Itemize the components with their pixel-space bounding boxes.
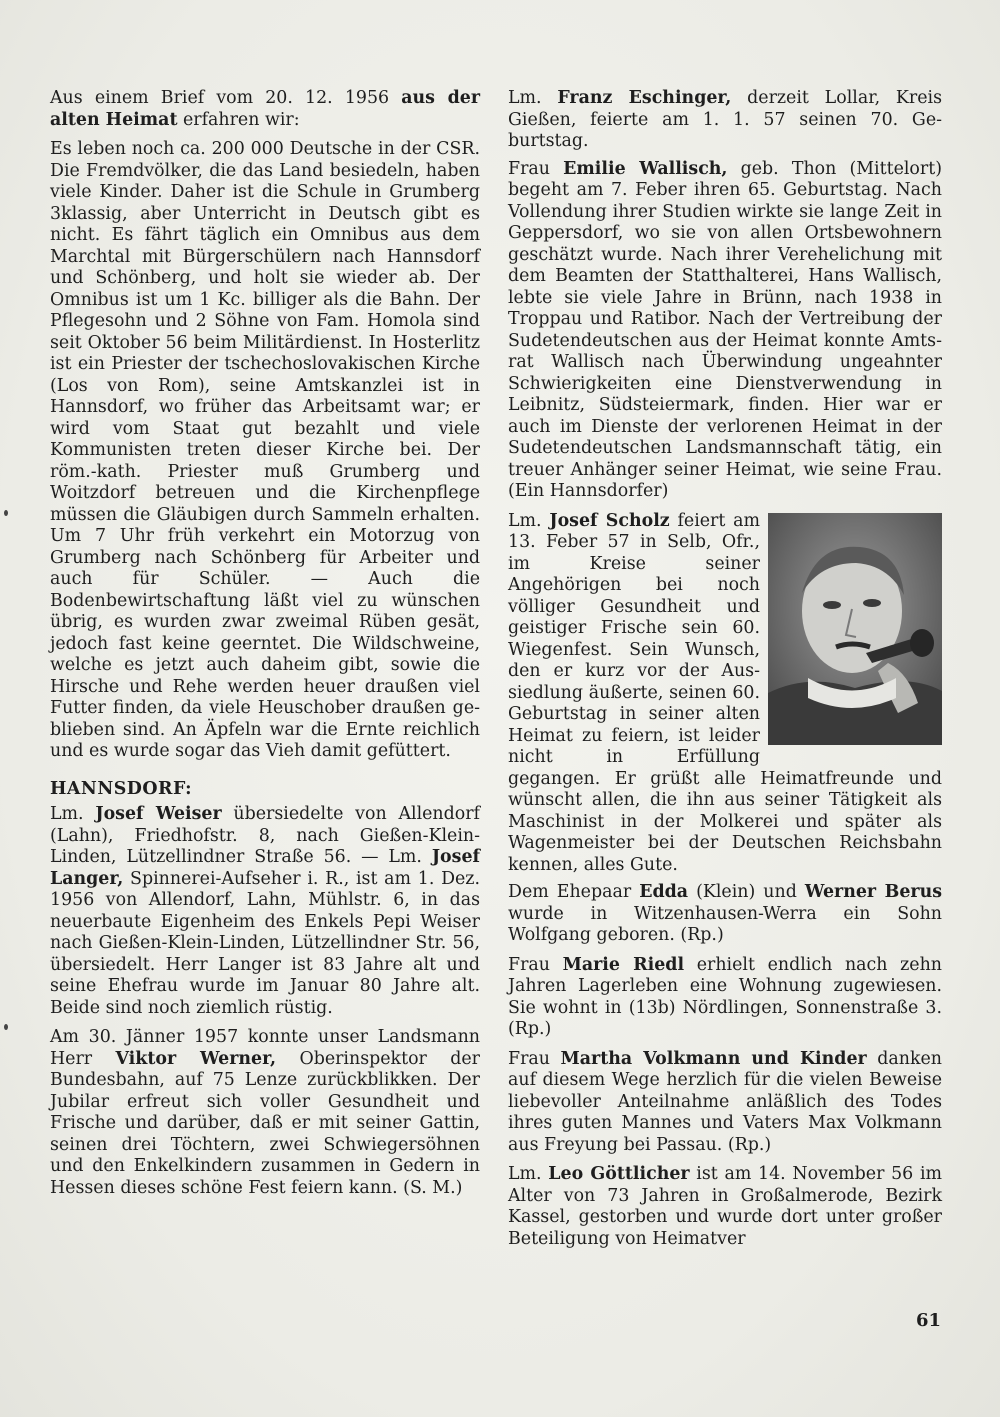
scholz-notice (508, 511, 942, 877)
letter-intro-tail: erfahren wir: (177, 109, 300, 130)
notice-text: feiert am 13. Feber 57 in Selb, Ofr., im Kreise seiner Angehörigen bei noch völliger Gesundheit und geistiger Frische sein 60. Wiegenfest. Sein Wunsch, den er kurz vor der Aussiedlung äußerte, seinen 60. Geburtstag in seiner alten Heimat zu feiern, ist leider nicht in Erfüllung gegangen. Er grüßt alle Heimatfreunde und wünscht allen, die ihn aus seiner Tätigkeit als Maschinist in der Molkerei und später als Wagenmeister bei der Deutschen Reichsbahn kennen, alles Gute. (508, 510, 942, 875)
notice-text: Dem Ehepaar (508, 882, 640, 902)
volkmann-notice (508, 1049, 942, 1157)
notice-text: geb. Thon (Mittelort) begeht am 7. Feber ihren 65. Geburtstag. Nach Vollendung ihrer Studien wirkte sie lange Zeit in Geppersdorf, wo sie von allen Ortsbewohnern geschätzt wurde. Nach ihrer Verehelichung mit dem Beamten der Statthalterei, Hans Wallisch, lebte sie viele Jahre in Brünn, nach 1938 in Troppau und Ratibor. Nach der Vertreibung der Sudetendeutschen aus der Heimat konnte Amtsrat Wallisch nach Überwindung ungeahnter Schwierigkeiten eine Dienstverwendung in Leibnitz, Südsteiermark, finden. Hier war er auch im Dienste der verlorenen Heimat in der Sudetendeutschen Landsmannschaft tätig, ein treuer Anhänger seiner Heimat, wie seine Frau. (Ein Hannsdorfer) (508, 158, 942, 501)
notice-text: Frau (508, 158, 564, 179)
notice-text: Am 30. Jänner 1957 konnte unser Landsmann Herr (50, 1027, 480, 1069)
notice-name: Josef Scholz (549, 510, 670, 531)
letter-body: Es leben noch ca. 200 000 Deutsche in der CSR. Die Fremdvölker, die das Land besiedeln, haben viele Kinder. Daher ist die Schule in Grumberg 3klassig, aber Unterricht in Deutsch gibt es nicht. Es fährt täglich ein Omnibus aus dem Marchtal mit Bürgerschülern nach Hannsdorf und Schönberg, und holt sie wieder ab. Der Omnibus ist um 1 Kc. billiger als die Bahn. Der Pflegesohn und 2 Söhne von Fam. Homola sind seit Oktober 56 beim Militärdienst. In Hosterlitz ist ein Priester der tschechoslovakischen Kirche (Los von Rom), seine Amtskanzlei ist in Hannsdorf, wo früher das Arbeitsamt war; er wird vom Staat gut bezahlt und viele Kommunisten treten dieser Kirche bei. Der röm.-kath. Priester muß Grumberg und Woitzdorf betreuen und die Kirchenpflege müssen die Gläubigen durch Sammeln erhalten. Um 7 Uhr früh verkehrt ein Motorzug von Grumberg nach Schönberg für Arbeiter und auch für Schüler. — Auch die Bodenbewirtschaftung läßt viel zu wünschen übrig, es wurden zwar zweimal Rüben gesät, jedoch fast keine geerntet. Die Wildschweine, welche es jetzt auch daheim gibt, sowie die Hirsche und Rehe werden heuer draußen viel Futter finden, da viele Heuschober draußen geblieben sind. An Äpfeln war die Ernte reichlich und es wurde sogar das Vieh damit gefüttert. (50, 139, 480, 761)
page-number: 61 (916, 1310, 942, 1331)
weiser-langer-notice (50, 804, 480, 1019)
letter-intro (50, 88, 480, 131)
notice-text: derzeit Lollar, Kreis Gießen, feierte am 1. 1. 57 seinen 70. Geburtstag. (508, 88, 942, 151)
notice-name: Werner Berus (804, 882, 943, 902)
notice-text: Lm. (508, 510, 550, 531)
notice-name: Martha Volkmann und Kinder (560, 1048, 867, 1069)
notice-text: Lm. (508, 88, 558, 108)
notice-text: danken auf diesem Wege herzlich für die vielen Beweise liebevoller Anteilnahme anläßlich des Todes ihres guten Mannes und Vaters Max Volkmann aus Freyung bei Passau. (Rp.) (508, 1048, 942, 1155)
berus-notice (508, 882, 942, 947)
notice-text: Lm. (50, 804, 96, 824)
eschinger-notice (508, 88, 942, 153)
notice-text: Spinnerei-Aufseher i. R., ist am 1. Dez. 1956 von Allendorf, Lahn, Mühlstr. 6, in das neuerbaute Eigenheim des Enkels Pepi Weiser nach Gießen-Klein-Linden, Lützellindner Str. 56, übersiedelt. Herr Langer ist 83 Jahre alt und seine Ehefrau wurde im Januar 80 Jahre alt. Beide sind noch ziemlich rüstig. (50, 868, 480, 1018)
scan-speck (4, 1024, 8, 1030)
left-column (50, 88, 480, 1207)
notice-name: Emilie Wallisch, (563, 158, 728, 179)
notice-text: Frau (508, 1048, 561, 1069)
section-heading-hannsdorf: HANNSDORF: (50, 778, 193, 799)
notice-text: ist am 14. November 56 im Alter von 73 Jahren in Großalmerode, Bezirk Kassel, gestorben und wurde dort unter großer Beteiligung von Heimatver (508, 1164, 942, 1249)
wallisch-notice (508, 159, 942, 503)
notice-text: Oberinspektor der Bundesbahn, auf 75 Lenze zurückblikken. Der Jubilar erfreut sich voller Gesundheit und Frische und darüber, daß er mit seiner Gattin, seinen drei Töchtern, zwei Schwiegersöhnen und den Enkelkindern zusammen in Gedern in Hessen dieses schöne Fest feiern kann. (S. M.) (50, 1048, 480, 1198)
notice-text: (Klein) und (688, 882, 805, 902)
notice-name: Marie Riedl (562, 954, 685, 975)
notice-name: Edda (639, 882, 689, 902)
notice-text: Frau (508, 954, 563, 975)
notice-text: erhielt endlich nach zehn Jahren Lagerleben eine Wohnung zugewiesen. Sie wohnt in (13b) Nördlingen, Sonnenstraße 3. (Rp.) (508, 954, 942, 1039)
right-column (508, 88, 942, 1258)
notice-text: wurde in Witzenhausen-Werra ein Sohn Wolfgang geboren. (Rp.) (508, 903, 942, 945)
letter-intro-text: Aus einem Brief vom 20. 12. 1956 (50, 88, 402, 108)
portrait-image (768, 513, 942, 745)
notice-text: Lm. (508, 1164, 549, 1184)
notice-name: Leo Göttlicher (548, 1164, 690, 1184)
notice-name: Josef Langer, (50, 847, 480, 889)
scan-speck (4, 510, 8, 516)
notice-text: übersiedelte von Allendorf (Lahn), Friedhofstr. 8, nach Gießen-Klein-Linden, Lützellindner Straße 56. — Lm. (50, 804, 480, 867)
werner-notice (50, 1027, 480, 1199)
goettlicher-notice (508, 1164, 942, 1250)
notice-name: Josef Weiser (95, 804, 222, 824)
portrait-photo (768, 513, 942, 745)
notice-name: Viktor Werner, (115, 1048, 277, 1069)
notice-name: Franz Eschinger, (557, 88, 732, 108)
riedl-notice (508, 955, 942, 1041)
letter-intro-bold: aus der alten Heimat (50, 88, 480, 130)
